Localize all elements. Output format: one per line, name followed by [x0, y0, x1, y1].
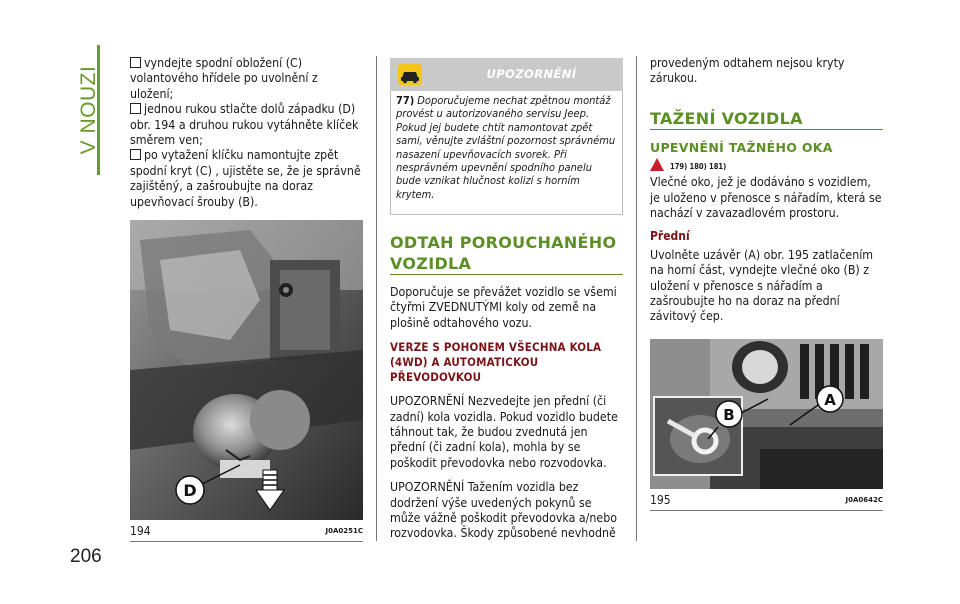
figure-195: [650, 339, 883, 511]
bullet-item: [130, 148, 363, 210]
warning-header: [390, 58, 623, 91]
checkbox-bullet-icon: [130, 149, 141, 160]
reference-numbers: 179) 180) 181): [670, 162, 727, 172]
steering-column-photo: [130, 220, 363, 520]
bullet-text: jednou rukou stlačte dolů západku (D) obr. 194 a druhou rukou vytáhněte klíček směrem ven;: [130, 102, 359, 148]
checkbox-bullet-icon: [130, 57, 141, 68]
paragraph: UPOZORNĚNÍ Nezvedejte jen přední (či zadní) kola vozidla. Pokud vozidlo budete táhnout tak, že budou zvednutá jen přední (či zadní kola), mohla by se poškodit převodovka nebo rozvodovka.: [390, 394, 618, 470]
figure-number: 195: [650, 493, 671, 508]
paragraph: Uvolněte uzávěr (A) obr. 195 zatlačením na horní část, vyndejte vlečné oko (B) z uložení v přenosce s nářadím a zašroubujte ho na doraz na přední závitový čep.: [650, 247, 874, 324]
figure-194: [130, 220, 363, 542]
column-3: [650, 56, 883, 511]
section-heading-line1: ODTAH POROUCHANÉHO: [390, 233, 617, 252]
continuation-paragraph: provedeným odtahem nejsou kryty zárukou.: [650, 56, 845, 86]
section-heading: [390, 232, 623, 275]
warning-triangle-icon: [650, 158, 664, 171]
figure-code: J0A0642C: [845, 496, 883, 505]
warning-box: [390, 58, 623, 216]
vehicle-front-photo: [650, 339, 883, 489]
subsection-heading: UPEVNĚNÍ TAŽNÉHO OKA: [650, 139, 833, 155]
warning-title: UPOZORNĚNÍ: [486, 67, 577, 81]
reference-line: [650, 158, 883, 173]
warning-number: 77): [396, 94, 415, 107]
figure-label-b: B: [723, 405, 735, 424]
page-number: 206: [70, 546, 102, 567]
bullet-text: vyndejte spodní obložení (C) volantového hřídele po uvolnění z uložení;: [130, 56, 318, 101]
section-heading-line2: VOZIDLA: [390, 253, 623, 275]
bullet-item: [130, 56, 363, 102]
front-label: Přední: [650, 229, 690, 244]
car-warning-icon: [398, 64, 422, 85]
warning-body: [390, 91, 623, 215]
column-divider-2: [636, 56, 637, 541]
bullet-text: po vytažení klíčku namontujte zpět spodní kryt (C) , ujistěte se, že je správně zajištěný, a zašroubujte na doraz upevňovací šrouby (B).: [130, 148, 361, 209]
figure-code: J0A0251C: [325, 527, 363, 536]
column-1: [130, 56, 363, 542]
section-tab-label: V NOUZI: [77, 65, 100, 155]
column-divider-1: [376, 56, 377, 541]
figure-caption: [650, 493, 883, 510]
paragraph: Vlečné oko, jež je dodáváno s vozidlem, je uloženo v přenosce s nářadím, která se nachází v zavazadlovém prostoru.: [650, 175, 882, 221]
bullet-item: [130, 102, 363, 148]
figure-label-d: D: [183, 481, 197, 501]
checkbox-bullet-icon: [130, 103, 141, 114]
paragraph: UPOZORNĚNÍ Tažením vozidla bez dodržení výše uvedených pokynů se může vážně poškodit převodovka a/nebo rozvodovka. Škody způsobené nevhodně: [390, 480, 617, 541]
subheading: VERZE S POHONEM VŠECHNA KOLA (4WD) A AUTOMATICKOU PŘEVODOVKOU: [390, 340, 602, 385]
section-heading: TAŽENÍ VOZIDLA: [650, 108, 883, 130]
figure-number: 194: [130, 524, 151, 539]
warning-text: Doporučujeme nechat zpětnou montáž provést u autorizovaného servisu Jeep. Pokud jej budete chtít namontovat zpět sami, věnujte zvláštní pozornost správnému nasazení upevňovacích svorek. Při nesprávném upevnění spodního panelu bude vznikat hlučnost kolizí s horním krytem.: [396, 94, 616, 201]
column-2: [390, 232, 623, 542]
intro-paragraph: Doporučuje se převážet vozidlo se všemi čtyřmi ZVEDNUTÝMI koly od země na plošině odtahového vozu.: [390, 285, 617, 330]
figure-caption: [130, 524, 363, 541]
figure-label-a: A: [824, 390, 836, 409]
section-side-tab: [70, 45, 106, 175]
